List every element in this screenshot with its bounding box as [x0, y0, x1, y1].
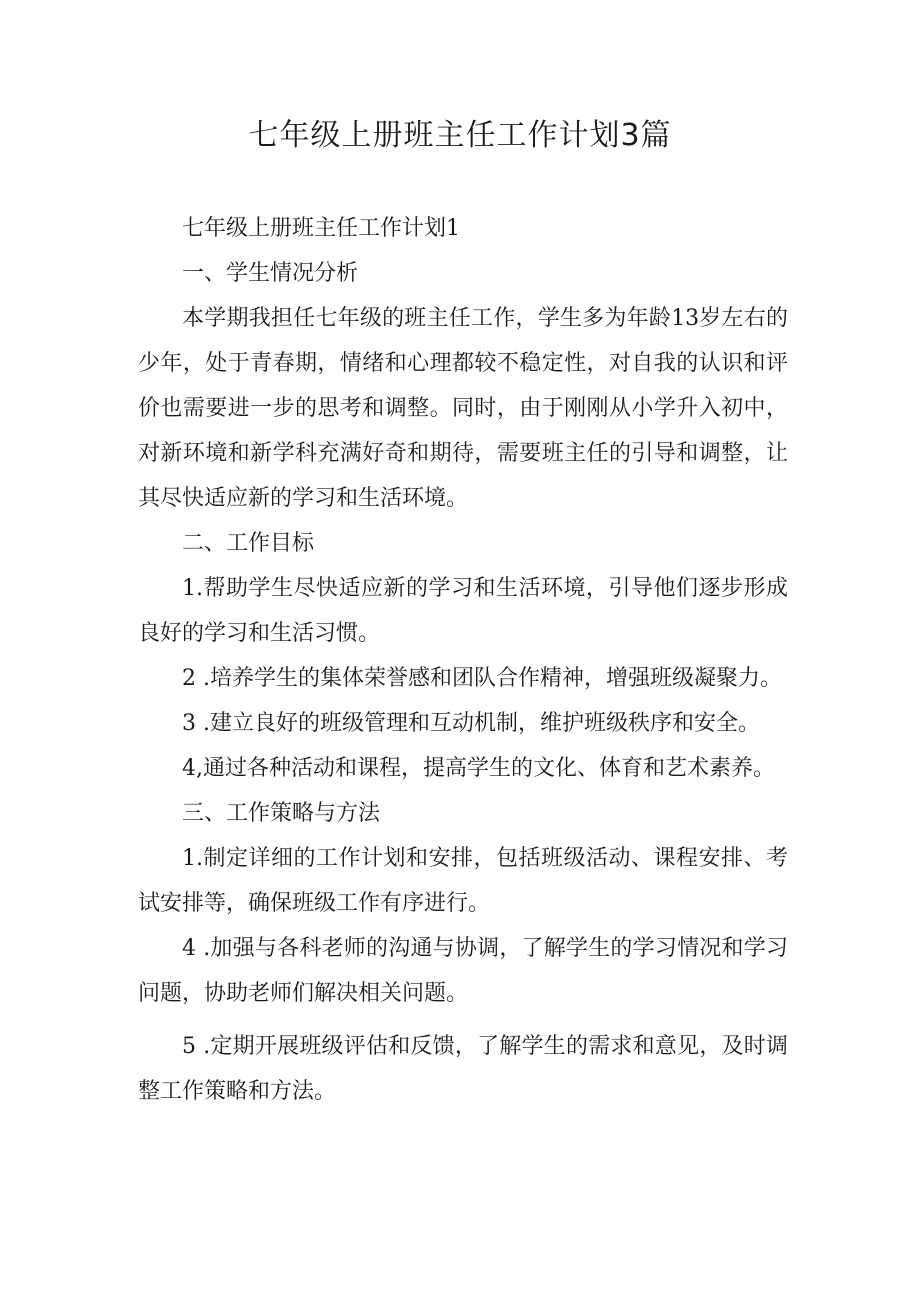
section3-item-2: 4 .加强与各科老师的沟通与协调，了解学生的学习情况和学习问题，协助老师们解决相关问题。 — [138, 936, 788, 1006]
section2-item-2: 2 .培养学生的集体荣誉感和团队合作精神，增强班级凝聚力。 — [182, 666, 782, 691]
document-title: 七年级上册班主任工作计划3篇 — [248, 118, 672, 153]
section1-paragraph: 本学期我担任七年级的班主任工作，学生多为年龄13岁左右的少年，处于青春期，情绪和心理都较不稳定性，对自我的认识和评价也需要进一步的思考和调整。同时，由于刚刚从小学升入初中，对新环境和新学科充满好奇和期待，需要班主任的引导和调整，让其尽快适应新的学习和生活环境。 — [138, 306, 788, 511]
section1-heading: 一、学生情况分析 — [182, 261, 359, 286]
section3-item-3: 5 .定期开展班级评估和反馈，了解学生的需求和意见，及时调整工作策略和方法。 — [138, 1034, 788, 1104]
section3-heading: 三、工作策略与方法 — [182, 801, 381, 826]
plan-subtitle: 七年级上册班主任工作计划1 — [182, 216, 460, 241]
section2-item-1: 1.帮助学生尽快适应新的学习和生活环境，引导他们逐步形成良好的学习和生活习惯。 — [138, 576, 788, 646]
section3-item-1: 1.制定详细的工作计划和安排，包括班级活动、课程安排、考试安排等，确保班级工作有序进行。 — [138, 846, 788, 916]
section2-item-3: 3 .建立良好的班级管理和互动机制，维护班级秩序和安全。 — [182, 711, 760, 736]
section2-item-4: 4,通过各种活动和课程，提高学生的文化、体育和艺术素养。 — [182, 756, 775, 781]
section2-heading: 二、工作目标 — [182, 531, 315, 556]
document-body — [138, 206, 788, 1114]
